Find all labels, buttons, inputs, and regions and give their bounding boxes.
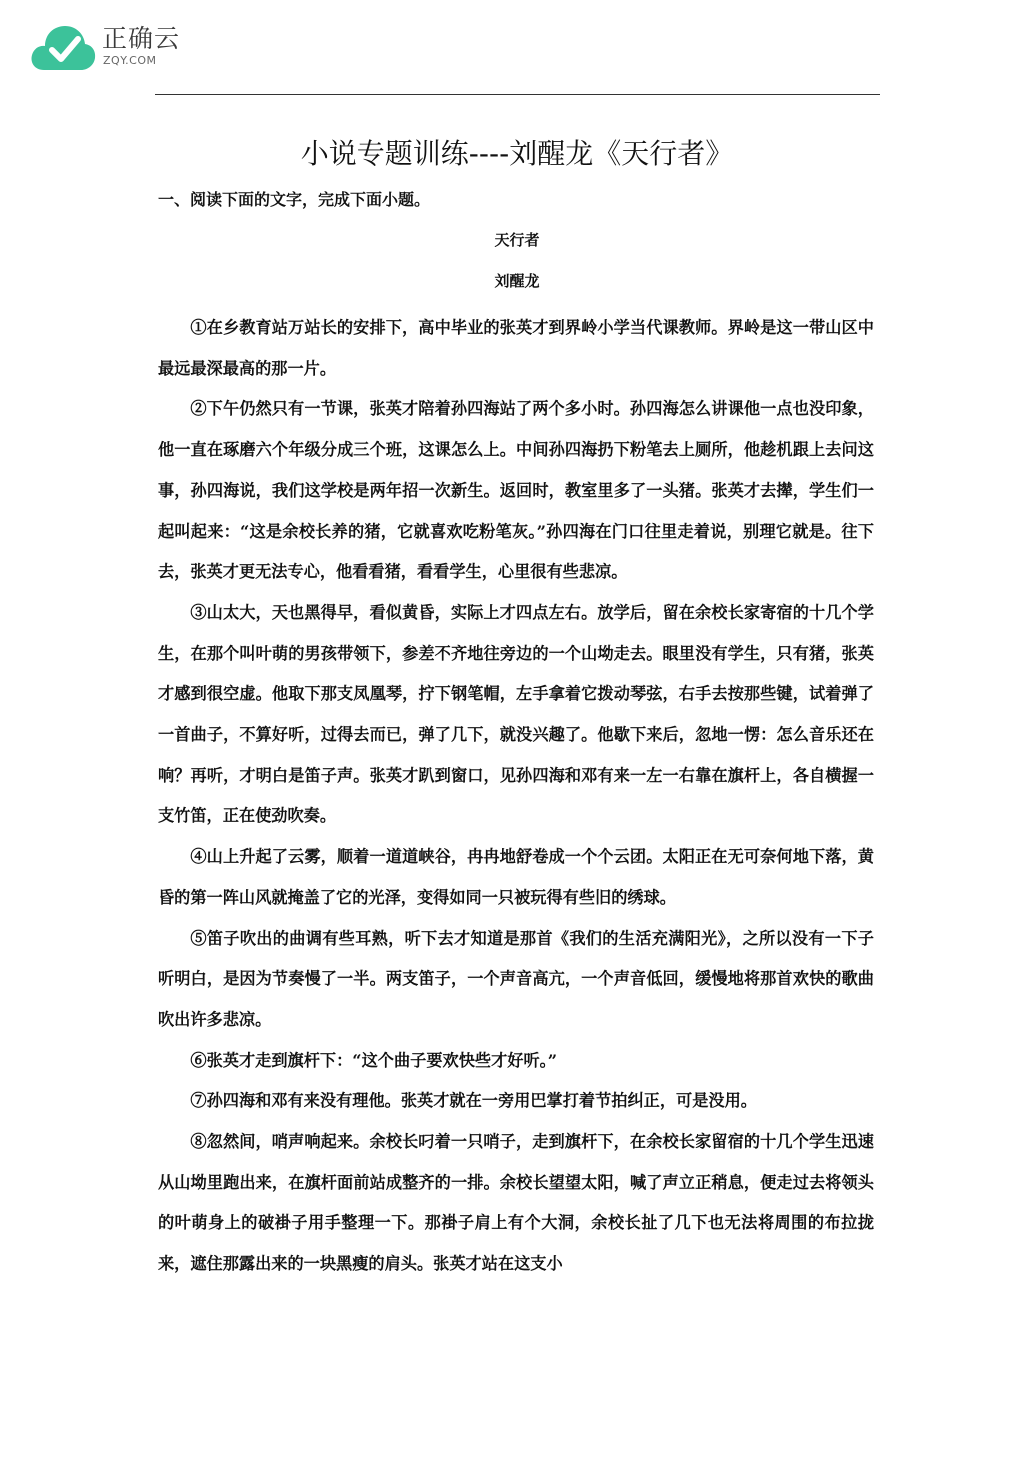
story-body bbox=[158, 308, 874, 1285]
paragraph-2: ②下午仍然只有一节课，张英才陪着孙四海站了两个多小时。孙四海怎么讲课他一点也没印象，他一直在琢磨六个年级分成三个班，这课怎么上。中间孙四海扔下粉笔去上厕所，他趁机跟上去问这事，孙四海说，我们这学校是两年招一次新生。返回时，教室里多了一头猪。张英才去撵，学生们一起叫起来：“这是余校长养的猪，它就喜欢吃粉笔灰。”孙四海在门口往里走着说，别理它就是。往下去，张英才更无法专心，他看看猪，看看学生，心里很有些悲凉。 bbox=[158, 399, 874, 582]
paragraph-5: ⑤笛子吹出的曲调有些耳熟，听下去才知道是那首《我们的生活充满阳光》，之所以没有一下子听明白，是因为节奏慢了一半。两支笛子，一个声音高亢，一个声音低回，缓慢地将那首欢快的歌曲吹出许多悲凉。 bbox=[158, 928, 874, 1029]
story-title: 天行者 bbox=[494, 231, 540, 249]
cloud-check-icon bbox=[30, 22, 96, 74]
paragraph-7: ⑦孙四海和邓有来没有理他。张英才就在一旁用巴掌打着节拍纠正，可是没用。 bbox=[190, 1091, 757, 1111]
header-divider bbox=[155, 94, 880, 95]
section-heading: 一、阅读下面的文字，完成下面小题。 bbox=[158, 190, 431, 209]
paragraph-3: ③山太大，天也黑得早，看似黄昏，实际上才四点左右。放学后，留在余校长家寄宿的十几个学生，在那个叫叶萌的男孩带领下，参差不齐地往旁边的一个山坳走去。眼里没有学生，只有猪，张英才感到很空虚。他取下那支凤凰琴，拧下钢笔帽，左手拿着它拨动琴弦，右手去按那些键，试着弹了一首曲子，不算好听，过得去而已，弹了几下，就没兴趣了。他歇下来后，忽地一愣：怎么音乐还在响？再听，才明白是笛子声。张英才趴到窗口，见孙四海和邓有来一左一右靠在旗杆上，各自横握一支竹笛，正在使劲吹奏。 bbox=[158, 602, 874, 826]
document-title: 小说专题训练----刘醒龙《天行者》 bbox=[300, 137, 734, 170]
paragraph-4: ④山上升起了云雾，顺着一道道峡谷，冉冉地舒卷成一个个云团。太阳正在无可奈何地下落，黄昏的第一阵山风就掩盖了它的光泽，变得如同一只被玩得有些旧的绣球。 bbox=[158, 847, 874, 907]
brand-logo bbox=[30, 22, 210, 78]
brand-domain: ZQY.COM bbox=[103, 54, 157, 67]
paragraph-1: ①在乡教育站万站长的安排下，高中毕业的张英才到界岭小学当代课教师。界岭是这一带山区中最远最深最高的那一片。 bbox=[158, 318, 874, 378]
story-author: 刘醒龙 bbox=[494, 272, 540, 290]
paragraph-6: ⑥张英才走到旗杆下：“这个曲子要欢快些才好听。” bbox=[190, 1050, 558, 1070]
paragraph-8: ⑧忽然间，哨声响起来。余校长叼着一只哨子，走到旗杆下，在余校长家留宿的十几个学生迅速从山坳里跑出来，在旗杆面前站成整齐的一排。余校长望望太阳，喊了声立正稍息，便走过去将领头的叶萌身上的破褂子用手整理一下。那褂子肩上有个大洞，余校长扯了几下也无法将周围的布拉拢来，遮住那露出来的一块黑瘦的肩头。张英才站在这支小 bbox=[158, 1132, 874, 1274]
brand-name: 正确云 bbox=[102, 24, 181, 53]
